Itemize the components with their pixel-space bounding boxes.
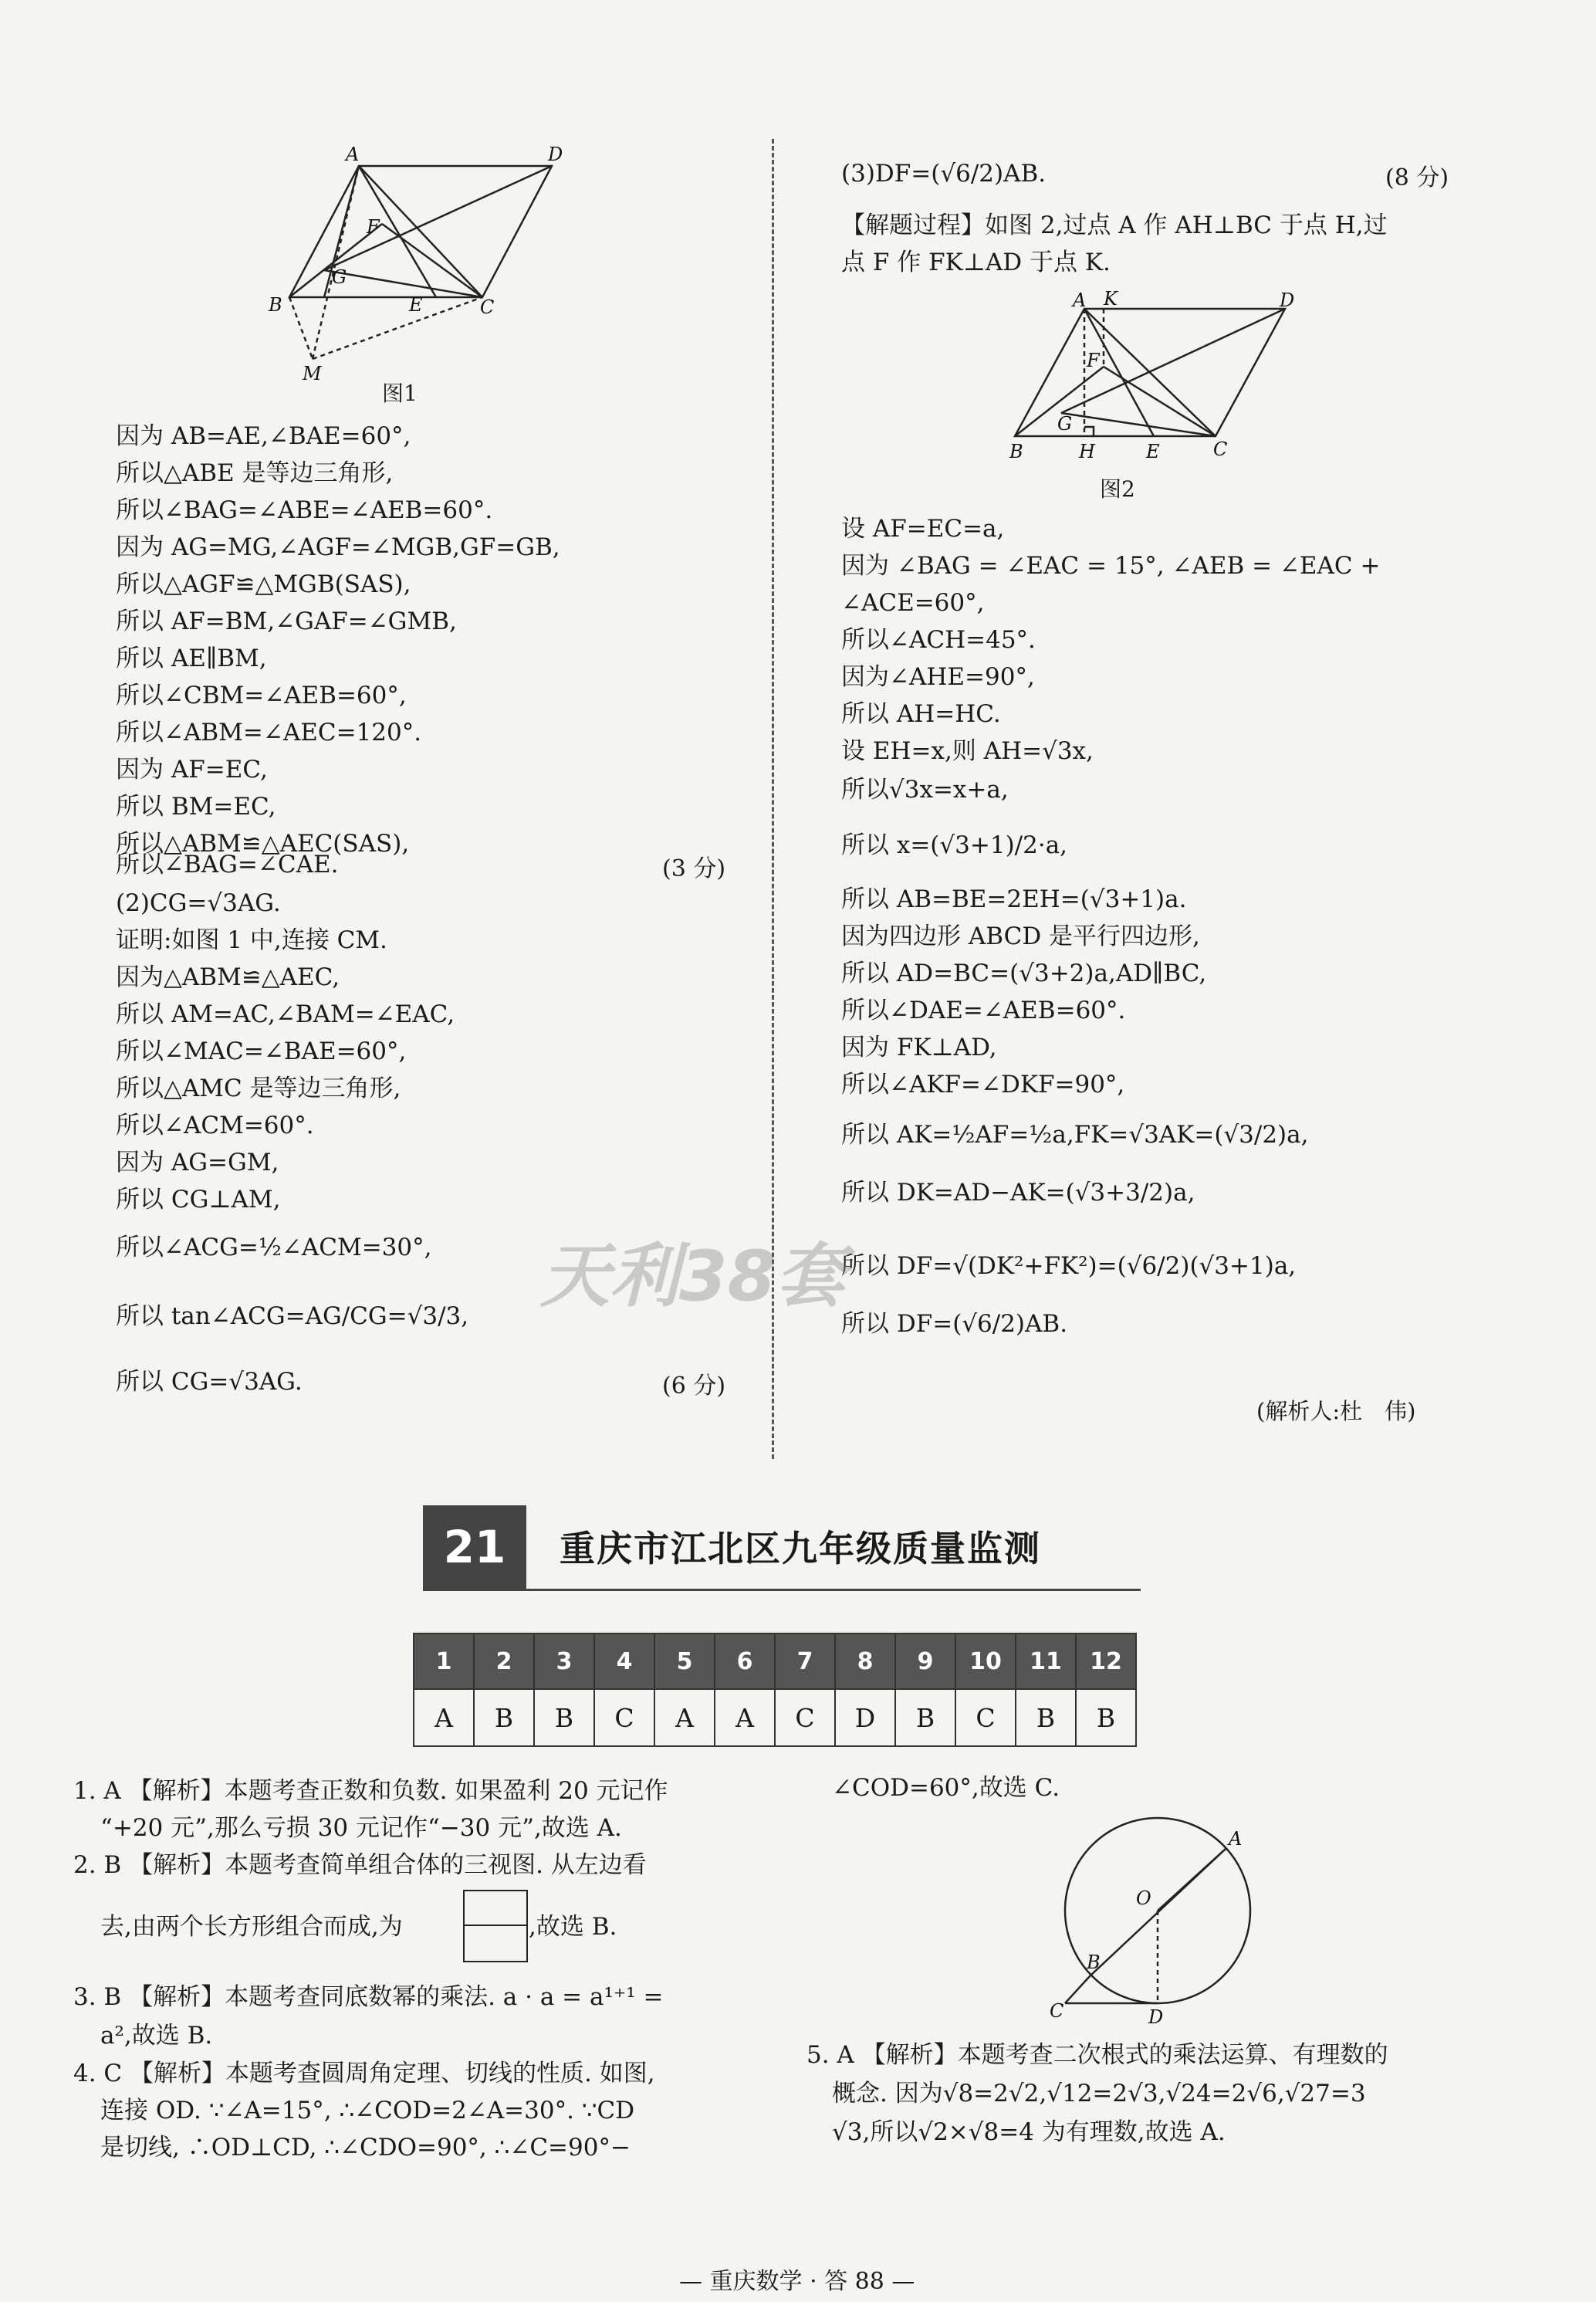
- solution-line: 所以△AMC 是等边三角形,: [116, 1075, 401, 1102]
- answer-number-cell: 12: [1076, 1633, 1136, 1689]
- solution-line: 所以∠ACH=45°.: [841, 626, 1036, 654]
- answer-number-cell: 8: [835, 1633, 895, 1689]
- solution-line: ∠ACE=60°,: [841, 589, 985, 617]
- solution-line: 因为 AG=GM,: [116, 1149, 279, 1176]
- solution-line: 所以 AM=AC,∠BAM=∠EAC,: [116, 1000, 455, 1028]
- solution-line: 所以 DK=AD−AK=(√3+3/2)a,: [841, 1179, 1195, 1207]
- solution-line: 3. B 【解析】本题考查同底数幂的乘法. a · a = a¹⁺¹ =: [73, 1983, 664, 2011]
- fig2-label: K: [1104, 289, 1118, 310]
- circle-label: A: [1229, 1828, 1243, 1850]
- fig1-label: E: [409, 294, 423, 316]
- answer-choice-cell: C: [775, 1689, 835, 1746]
- side-view-figure: [463, 1890, 528, 1962]
- fig2-label: B: [1009, 441, 1023, 462]
- answer-number-cell: 4: [594, 1633, 654, 1689]
- solution-line: 4. C 【解析】本题考查圆周角定理、切线的性质. 如图,: [73, 2060, 655, 2087]
- answer-number-cell: 11: [1016, 1633, 1076, 1689]
- solution-line: 所以∠MAC=∠BAE=60°,: [116, 1038, 407, 1065]
- circle-figure: [1050, 1810, 1266, 2026]
- solution-line: 所以 AH=HC.: [841, 700, 1001, 728]
- solution-line: 因为∠AHE=90°,: [841, 663, 1035, 691]
- answer-number-cell: 2: [474, 1633, 534, 1689]
- answer-number-cell: 9: [895, 1633, 955, 1689]
- score-badge: (8 分): [1385, 164, 1449, 191]
- fig1-label: D: [548, 147, 563, 165]
- solution-line: 所以 BM=EC,: [116, 793, 276, 821]
- solution-line: 所以 AD=BC=(√3+2)a,AD∥BC,: [841, 960, 1207, 987]
- solution-line: 所以∠CBM=∠AEB=60°,: [116, 682, 407, 709]
- answer-number-cell: 7: [775, 1633, 835, 1689]
- solution-line: 去,由两个长方形组合而成,为: [100, 1913, 403, 1941]
- answer-choice-cell: B: [534, 1689, 594, 1746]
- solution-line: a²,故选 B.: [100, 2022, 213, 2050]
- solution-line: 因为四边形 ABCD 是平行四边形,: [841, 922, 1200, 950]
- fig1-label: C: [480, 296, 495, 318]
- solution-line: 所以△ABM≌△AEC(SAS),: [116, 830, 410, 858]
- solution-line: 所以∠DAE=∠AEB=60°.: [841, 997, 1126, 1024]
- solution-line: 2. B 【解析】本题考查简单组合体的三视图. 从左边看: [73, 1851, 647, 1879]
- solution-line: 因为 ∠BAG = ∠EAC = 15°, ∠AEB = ∠EAC +: [841, 552, 1381, 580]
- solution-line: 所以∠ACG=½∠ACM=30°,: [116, 1234, 432, 1261]
- solution-line: 所以 AB=BE=2EH=(√3+1)a.: [841, 885, 1187, 913]
- answer-number-cell: 3: [534, 1633, 594, 1689]
- fig2-label: F: [1087, 350, 1100, 371]
- figure-2-caption: 图2: [1100, 476, 1135, 502]
- solution-line: 5. A 【解析】本题考查二次根式的乘法运算、有理数的: [806, 2041, 1388, 2069]
- answer-choice-cell: A: [414, 1689, 474, 1746]
- circle-label: C: [1050, 2000, 1064, 2022]
- fig1-label: B: [269, 294, 282, 316]
- solution-line: 设 AF=EC=a,: [841, 515, 1005, 543]
- answer-choice-cell: A: [654, 1689, 715, 1746]
- figure-1-caption: 图1: [382, 381, 418, 406]
- solution-line: 所以 AF=BM,∠GAF=∠GMB,: [116, 608, 457, 635]
- circle-label: B: [1087, 1952, 1101, 1973]
- page-footer: — 重庆数学 · 答 88 —: [679, 2268, 915, 2295]
- solution-line: 所以 DF=(√6/2)AB.: [841, 1310, 1068, 1338]
- solution-line: 所以∠BAG=∠ABE=∠AEB=60°.: [116, 496, 493, 524]
- solution-line: 是切线, ∴OD⊥CD, ∴∠CDO=90°, ∴∠C=90°−: [100, 2134, 631, 2162]
- circle-label: D: [1148, 2006, 1164, 2026]
- process-line: 点 F 作 FK⊥AD 于点 K.: [841, 249, 1111, 276]
- answer-choice-cell: B: [1076, 1689, 1136, 1746]
- solution-line: 所以√3x=x+a,: [841, 776, 1009, 804]
- solution-line: 因为 FK⊥AD,: [841, 1034, 997, 1061]
- solution-line: 所以△AGF≌△MGB(SAS),: [116, 570, 411, 598]
- answer-number-cell: 6: [715, 1633, 775, 1689]
- solution-line: ∠COD=60°,故选 C.: [832, 1774, 1060, 1802]
- answer-choice-cell: C: [955, 1689, 1016, 1746]
- answer-number-cell: 1: [414, 1633, 474, 1689]
- circle-label: O: [1136, 1887, 1151, 1909]
- solution-line: 所以 DF=√(DK²+FK²)=(√6/2)(√3+1)a,: [841, 1252, 1297, 1280]
- section-number: 21: [423, 1505, 526, 1589]
- fig2-label: A: [1073, 289, 1087, 311]
- solution-line: 概念. 因为√8=2√2,√12=2√3,√24=2√6,√27=3: [832, 2080, 1366, 2107]
- figure-1: [262, 147, 587, 394]
- solution-line: (2)CG=√3AG.: [116, 889, 281, 917]
- score-badge: (3 分): [662, 855, 726, 882]
- answer-choice-cell: D: [835, 1689, 895, 1746]
- question-3-statement: (3)DF=(√6/2)AB.: [841, 160, 1047, 188]
- answer-choice-cell: A: [715, 1689, 775, 1746]
- fig1-label: M: [303, 363, 322, 384]
- solution-line: 所以 CG⊥AM,: [116, 1186, 281, 1214]
- fig1-label: G: [332, 266, 347, 288]
- fig2-label: D: [1280, 289, 1295, 311]
- answer-choice-cell: C: [594, 1689, 654, 1746]
- analyst-credit: (解析人:杜 伟): [1256, 1398, 1416, 1424]
- figure-2: [996, 289, 1304, 467]
- answer-choice-cell: B: [1016, 1689, 1076, 1746]
- solution-line: 所以∠BAG=∠CAE.: [116, 851, 339, 878]
- solution-line: 所以 AE∥BM,: [116, 645, 267, 672]
- answer-number-cell: 5: [654, 1633, 715, 1689]
- solution-line: 因为△ABM≌△AEC,: [116, 963, 340, 991]
- solution-line: 所以∠ACM=60°.: [116, 1112, 314, 1139]
- solution-line: 证明:如图 1 中,连接 CM.: [116, 926, 387, 954]
- solution-line: 1. A 【解析】本题考查正数和负数. 如果盈利 20 元记作: [73, 1777, 668, 1805]
- solution-line: 所以 tan∠ACG=AG/CG=√3/3,: [116, 1302, 469, 1330]
- answer-table: [413, 1633, 1137, 1747]
- solution-line: 所以∠ABM=∠AEC=120°.: [116, 719, 422, 746]
- solution-line: 因为 AB=AE,∠BAE=60°,: [116, 422, 411, 450]
- solution-line: √3,所以√2×√8=4 为有理数,故选 A.: [832, 2118, 1226, 2146]
- fig2-label: C: [1213, 438, 1228, 460]
- solution-line: 设 EH=x,则 AH=√3x,: [841, 737, 1094, 765]
- fig2-label: H: [1079, 441, 1095, 462]
- answer-number-cell: 10: [955, 1633, 1016, 1689]
- fig1-label: A: [346, 147, 360, 165]
- answer-choice-cell: B: [895, 1689, 955, 1746]
- solution-line: 所以∠AKF=∠DKF=90°,: [841, 1071, 1125, 1099]
- process-line: 【解题过程】如图 2,过点 A 作 AH⊥BC 于点 H,过: [841, 212, 1388, 239]
- solution-line: 所以 x=(√3+1)/2·a,: [841, 831, 1068, 859]
- score-badge: (6 分): [662, 1373, 726, 1400]
- solution-line: 所以△ABE 是等边三角形,: [116, 459, 394, 487]
- solution-line: 连接 OD. ∵∠A=15°, ∴∠COD=2∠A=30°. ∵CD: [100, 2097, 635, 2124]
- fig2-label: E: [1146, 441, 1160, 462]
- section-title: 重庆市江北区九年级质量监测: [560, 1528, 1041, 1569]
- section-rule: [423, 1589, 1141, 1591]
- answer-choice-cell: B: [474, 1689, 534, 1746]
- solution-line: 所以 AK=½AF=½a,FK=√3AK=(√3/2)a,: [841, 1121, 1309, 1149]
- fig1-label: F: [367, 216, 380, 238]
- solution-line: “+20 元”,那么亏损 30 元记作“−30 元”,故选 A.: [100, 1814, 622, 1842]
- solution-line: 所以 CG=√3AG.: [116, 1368, 303, 1396]
- publisher-watermark: 天利38套: [540, 1236, 846, 1317]
- solution-line: 因为 AG=MG,∠AGF=∠MGB,GF=GB,: [116, 533, 560, 561]
- solution-line: ,故选 B.: [529, 1913, 617, 1941]
- fig2-label: G: [1057, 413, 1073, 435]
- solution-line: 因为 AF=EC,: [116, 756, 268, 784]
